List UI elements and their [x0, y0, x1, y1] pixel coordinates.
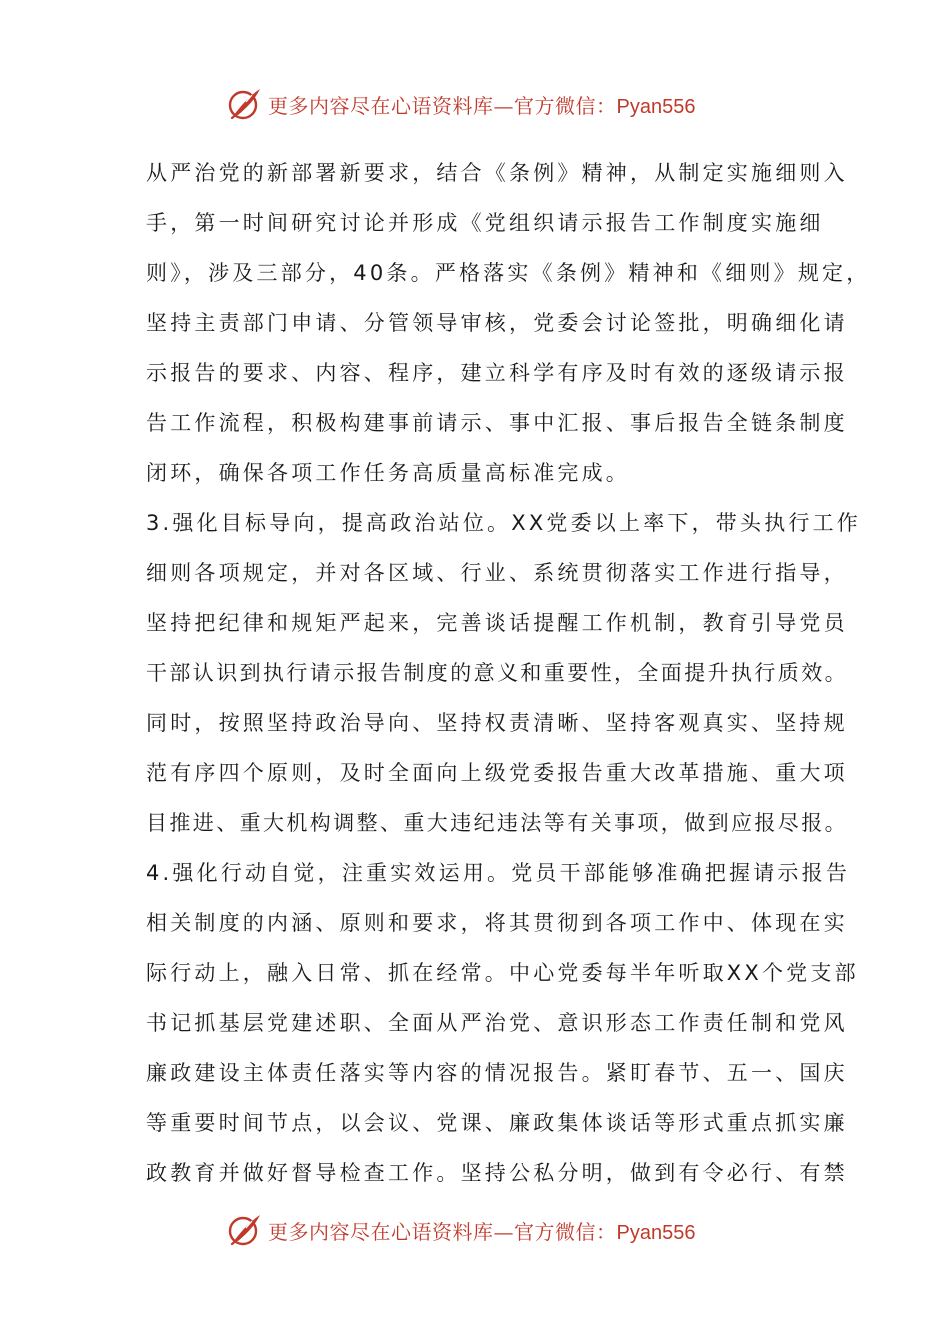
text-line: 同时，按照坚持政治导向、坚持权责清晰、坚持客观真实、坚持规 — [146, 711, 848, 735]
text-line: 范有序四个原则，及时全面向上级党委报告重大改革措施、重大项 — [146, 761, 848, 785]
text-line: 坚持主责部门申请、分管领导审核，党委会讨论签批，明确细化请 — [146, 311, 848, 335]
text-line: 书记抓基层党建述职、全面从严治党、意识形态工作责任制和党风 — [146, 1011, 848, 1035]
text-line: 政教育并做好督导检查工作。坚持公私分明，做到有令必行、有禁 — [146, 1161, 848, 1185]
banner-text: 更多内容尽在心语资料库—官方微信：Pyan556 — [268, 93, 696, 118]
text-line: 则》，涉及三部分，40条。严格落实《条例》精神和《细则》规定， — [146, 261, 871, 285]
text-line: 示报告的要求、内容、程序，建立科学有序及时有效的逐级请示报 — [146, 361, 848, 385]
text-line: 际行动上，融入日常、抓在经常。中心党委每半年听取XX个党支部 — [146, 961, 859, 985]
text-line: 4.强化行动自觉，注重实效运用。党员干部能够准确把握请示报告 — [146, 861, 851, 885]
text-line: 3.强化目标导向，提高政治站位。XX党委以上率下，带头执行工作 — [146, 511, 862, 535]
text-line: 告工作流程，积极构建事前请示、事中汇报、事后报告全链条制度 — [146, 411, 848, 435]
header-banner — [226, 82, 786, 126]
banner-text: 更多内容尽在心语资料库—官方微信：Pyan556 — [268, 1219, 696, 1244]
quill-pen-logo-icon — [226, 1211, 264, 1249]
document-body — [146, 148, 871, 1198]
wechat-handle: Pyan556 — [616, 1221, 696, 1244]
footer-banner — [226, 1208, 786, 1252]
text-line: 从严治党的新部署新要求，结合《条例》精神，从制定实施细则入 — [146, 161, 848, 185]
wechat-handle: Pyan556 — [616, 95, 696, 118]
text-line: 目推进、重大机构调整、重大违纪违法等有关事项，做到应报尽报。 — [146, 811, 848, 835]
text-line: 手，第一时间研究讨论并形成《党组织请示报告工作制度实施细 — [146, 211, 824, 235]
text-line: 坚持把纪律和规矩严起来，完善谈话提醒工作机制，教育引导党员 — [146, 611, 848, 635]
text-line: 细则各项规定，并对各区域、行业、系统贯彻落实工作进行指导， — [146, 561, 848, 585]
text-line: 干部认识到执行请示报告制度的意义和重要性，全面提升执行质效。 — [146, 661, 848, 685]
text-line: 等重要时间节点，以会议、党课、廉政集体谈话等形式重点抓实廉 — [146, 1111, 848, 1135]
text-line: 廉政建设主体责任落实等内容的情况报告。紧盯春节、五一、国庆 — [146, 1061, 848, 1085]
quill-pen-logo-icon — [226, 85, 264, 123]
text-line: 相关制度的内涵、原则和要求，将其贯彻到各项工作中、体现在实 — [146, 911, 848, 935]
text-line: 闭环，确保各项工作任务高质量高标准完成。 — [146, 461, 630, 485]
